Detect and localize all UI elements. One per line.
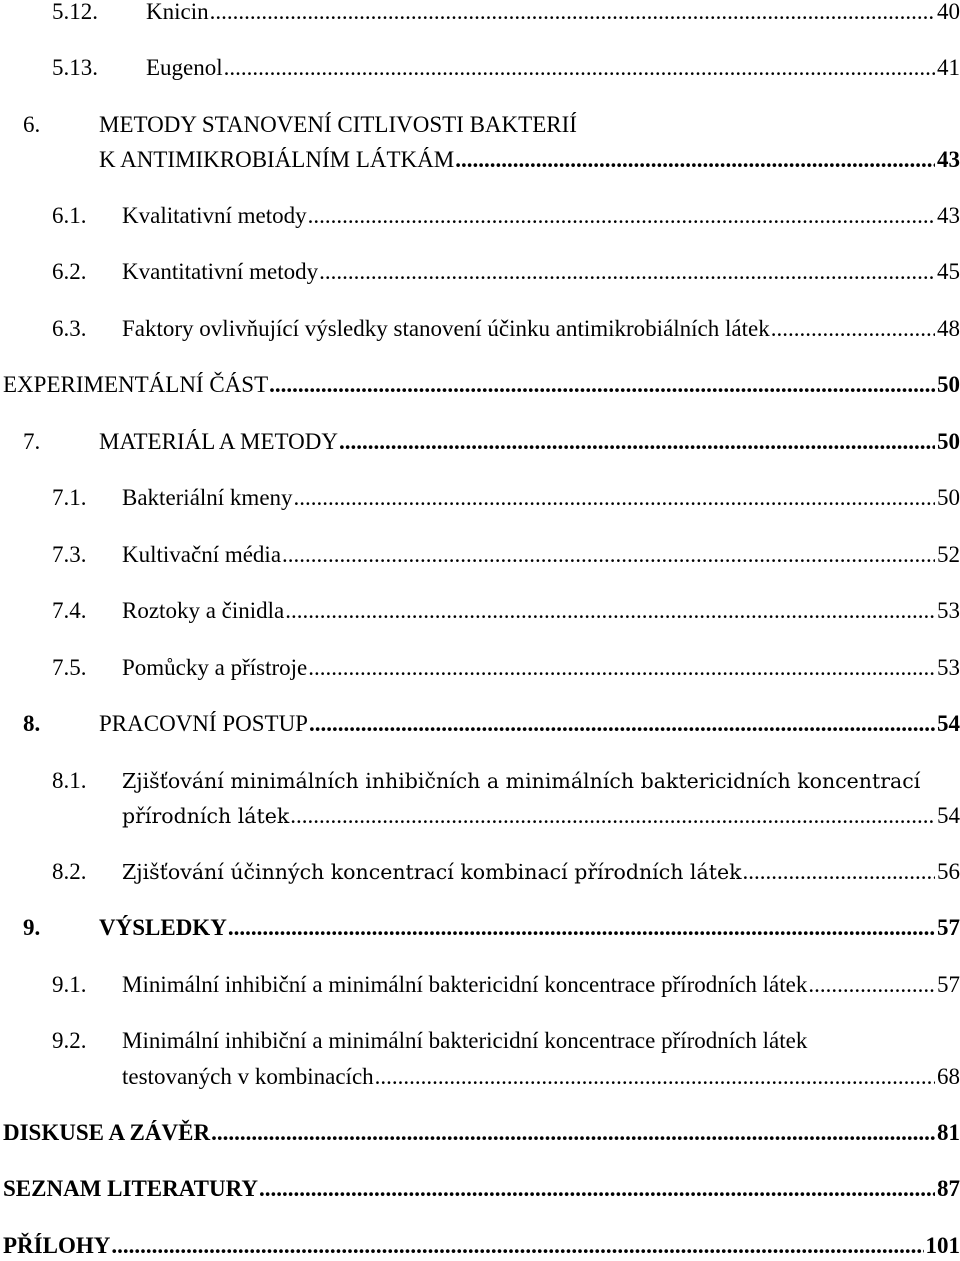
toc-page-number: 50 — [937, 427, 960, 457]
toc-leader-dots — [308, 653, 935, 683]
toc-title: PŘÍLOHY — [3, 1231, 110, 1261]
toc-leader-dots — [224, 53, 935, 83]
toc-page-number: 57 — [937, 970, 960, 1000]
toc-page-number: 101 — [926, 1231, 960, 1261]
toc-entry-9-2-first-line[interactable] — [52, 1026, 807, 1056]
toc-title: testovaných v kombinacích — [122, 1062, 374, 1092]
toc-entry-7-3[interactable] — [52, 540, 960, 570]
toc-title: Kvantitativní metody — [122, 257, 318, 287]
toc-page-number: 68 — [937, 1062, 960, 1092]
toc-entry-appendices[interactable] — [3, 1231, 960, 1261]
toc-leader-dots — [375, 1062, 935, 1092]
toc-title: K ANTIMIKROBIÁLNÍM LÁTKÁM — [99, 145, 454, 175]
toc-number: 8. — [23, 709, 99, 739]
toc-title: MATERIÁL A METODY — [99, 427, 338, 457]
toc-page-number: 54 — [937, 801, 960, 831]
toc-leader-dots — [290, 801, 935, 831]
toc-page-number: 81 — [937, 1118, 960, 1148]
toc-number: 6.3. — [52, 314, 122, 344]
toc-page-number: 53 — [937, 653, 960, 683]
toc-number: 9. — [23, 913, 99, 943]
toc-page-number: 41 — [937, 53, 960, 83]
toc-title: Faktory ovlivňující výsledky stanovení účinku antimikrobiálních látek — [122, 314, 770, 344]
toc-entry-9-2[interactable] — [122, 1062, 960, 1092]
toc-title: přírodních látek — [122, 801, 289, 831]
toc-leader-dots — [210, 0, 935, 27]
toc-leader-dots — [339, 427, 935, 457]
toc-page-number: 50 — [937, 370, 960, 400]
toc-number: 6.1. — [52, 201, 122, 231]
toc-entry-9-1[interactable] — [52, 970, 960, 1000]
toc-leader-dots — [308, 201, 935, 231]
toc-entry-references[interactable] — [3, 1174, 960, 1204]
toc-entry-6-first-line[interactable] — [23, 110, 577, 140]
toc-number: 8.1. — [52, 766, 122, 796]
toc-title: SEZNAM LITERATURY — [3, 1174, 258, 1204]
toc-leader-dots — [285, 596, 935, 626]
toc-title: Zjišťování účinných koncentrací kombinací přírodních látek — [122, 857, 742, 887]
toc-title: VÝSLEDKY — [99, 913, 227, 943]
toc-entry-6-3[interactable] — [52, 314, 960, 344]
toc-entry-6-1[interactable] — [52, 201, 960, 231]
toc-entry-6[interactable] — [99, 145, 960, 175]
toc-entry-7-1[interactable] — [52, 483, 960, 513]
toc-page-number: 56 — [937, 857, 960, 887]
toc-page-number: 40 — [937, 0, 960, 27]
toc-entry-7-5[interactable] — [52, 653, 960, 683]
toc-entry-8[interactable] — [23, 709, 960, 739]
toc-title: Pomůcky a přístroje — [122, 653, 307, 683]
toc-leader-dots — [743, 857, 936, 887]
toc-leader-dots — [211, 1118, 935, 1148]
toc-title: DISKUSE A ZÁVĚR — [3, 1118, 210, 1148]
toc-number: 6.2. — [52, 257, 122, 287]
toc-page-number: 57 — [937, 913, 960, 943]
toc-page-number: 43 — [937, 201, 960, 231]
toc-leader-dots — [259, 1174, 935, 1204]
toc-leader-dots — [771, 314, 935, 344]
toc-entry-8-1-first-line[interactable] — [52, 766, 920, 796]
toc-leader-dots — [309, 709, 935, 739]
toc-number: 7.4. — [52, 596, 122, 626]
toc-leader-dots — [455, 145, 935, 175]
toc-entry-experimental-part[interactable] — [3, 370, 960, 400]
toc-page-number: 53 — [937, 596, 960, 626]
toc-page-number: 48 — [937, 314, 960, 344]
toc-leader-dots — [808, 970, 935, 1000]
toc-number: 9.1. — [52, 970, 122, 1000]
toc-leader-dots — [319, 257, 935, 287]
toc-entry-9[interactable] — [23, 913, 960, 943]
toc-entry-6-2[interactable] — [52, 257, 960, 287]
toc-leader-dots — [282, 540, 935, 570]
toc-entry-8-1[interactable] — [122, 801, 960, 831]
toc-entry-5-13[interactable] — [52, 53, 960, 83]
toc-number: 7.1. — [52, 483, 122, 513]
toc-number: 7. — [23, 427, 99, 457]
toc-title: Kultivační média — [122, 540, 281, 570]
toc-page-number: 45 — [937, 257, 960, 287]
toc-leader-dots — [294, 483, 935, 513]
toc-number: 7.3. — [52, 540, 122, 570]
toc-number: 9.2. — [52, 1026, 122, 1056]
toc-title: Eugenol — [146, 53, 223, 83]
toc-title: Kvalitativní metody — [122, 201, 307, 231]
toc-title-line1: Minimální inhibiční a minimální baktericidní koncentrace přírodních látek — [122, 1028, 807, 1053]
toc-number: 5.13. — [52, 53, 146, 83]
toc-title-line1: METODY STANOVENÍ CITLIVOSTI BAKTERIÍ — [99, 112, 577, 137]
toc-entry-7[interactable] — [23, 427, 960, 457]
toc-number: 8.2. — [52, 857, 122, 887]
toc-leader-dots — [269, 370, 935, 400]
toc-entry-8-2[interactable] — [52, 857, 960, 887]
toc-page-number: 50 — [937, 483, 960, 513]
toc-title: PRACOVNÍ POSTUP — [99, 709, 308, 739]
toc-page-number: 54 — [937, 709, 960, 739]
toc-page-number: 52 — [937, 540, 960, 570]
toc-page-number: 43 — [937, 145, 960, 175]
toc-title: EXPERIMENTÁLNÍ ČÁST — [3, 370, 268, 400]
toc-title-line1: Zjišťování minimálních inhibičních a minimálních baktericidních koncentrací — [122, 769, 920, 793]
toc-leader-dots — [111, 1231, 923, 1261]
toc-number: 6. — [23, 110, 99, 140]
toc-number: 7.5. — [52, 653, 122, 683]
toc-entry-7-4[interactable] — [52, 596, 960, 626]
toc-title: Roztoky a činidla — [122, 596, 284, 626]
toc-page-number: 87 — [937, 1174, 960, 1204]
toc-leader-dots — [228, 913, 935, 943]
toc-number: 5.12. — [52, 0, 146, 27]
toc-entry-discussion[interactable] — [3, 1118, 960, 1148]
toc-title: Bakteriální kmeny — [122, 483, 293, 513]
toc-title: Minimální inhibiční a minimální baktericidní koncentrace přírodních látek — [122, 970, 807, 1000]
toc-title: Knicin — [146, 0, 209, 27]
toc-entry-5-12[interactable] — [52, 0, 960, 27]
